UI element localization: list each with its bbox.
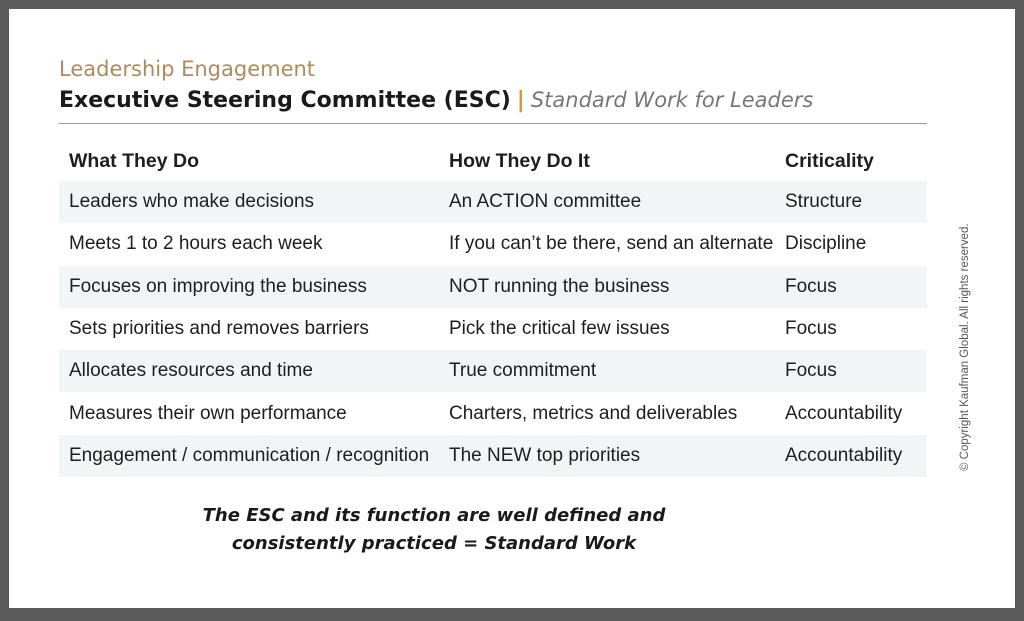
cell-what: Engagement / communication / recognition — [69, 444, 430, 466]
cell-criticality: Focus — [785, 360, 837, 382]
cell-what: Leaders who make decisions — [69, 191, 315, 213]
title-subtitle: Standard Work for Leaders — [530, 88, 814, 112]
cell-what: Focuses on improving the business — [69, 275, 367, 297]
title-separator: | — [516, 88, 525, 113]
summary-line-2: consistently practiced = Standard Work — [231, 533, 637, 554]
esc-table — [59, 141, 927, 477]
cell-what: Measures their own performance — [69, 402, 347, 424]
table-row — [59, 266, 927, 308]
table-row — [59, 350, 927, 392]
table-row — [59, 181, 927, 223]
cell-criticality: Structure — [785, 191, 863, 213]
cell-criticality: Accountability — [785, 402, 903, 424]
table-header-row — [59, 141, 927, 181]
cell-criticality: Accountability — [785, 444, 903, 466]
cell-criticality: Discipline — [785, 233, 867, 255]
column-header-criticality: Criticality — [785, 149, 874, 172]
column-header-what: What They Do — [69, 149, 199, 172]
eyebrow-title: Leadership Engagement — [59, 57, 316, 81]
cell-how: The NEW top priorities — [449, 444, 641, 466]
table-row — [59, 392, 927, 434]
header-divider — [59, 123, 927, 124]
cell-how: True commitment — [449, 360, 597, 382]
cell-criticality: Focus — [785, 275, 837, 297]
table-row — [59, 308, 927, 350]
slide-frame — [9, 9, 1015, 608]
cell-what: Meets 1 to 2 hours each week — [69, 233, 323, 255]
cell-what: Allocates resources and time — [69, 360, 313, 382]
cell-how: Charters, metrics and deliverables — [449, 402, 738, 424]
summary-statement — [109, 502, 759, 558]
table-row — [59, 223, 927, 265]
cell-how: Pick the critical few issues — [449, 318, 670, 340]
cell-how: NOT running the business — [449, 275, 670, 297]
cell-how: An ACTION committee — [449, 191, 642, 213]
cell-how: If you can’t be there, send an alternate — [449, 233, 774, 255]
cell-criticality: Focus — [785, 318, 837, 340]
copyright-notice: © Copyright Kaufman Global. All rights reserved. — [959, 223, 971, 471]
title-main: Executive Steering Committee (ESC) — [59, 88, 511, 113]
page-title — [59, 88, 813, 113]
summary-line-1: The ESC and its function are well defined and — [202, 505, 666, 526]
table-row — [59, 435, 927, 477]
cell-what: Sets priorities and removes barriers — [69, 318, 369, 340]
column-header-how: How They Do It — [449, 149, 590, 172]
